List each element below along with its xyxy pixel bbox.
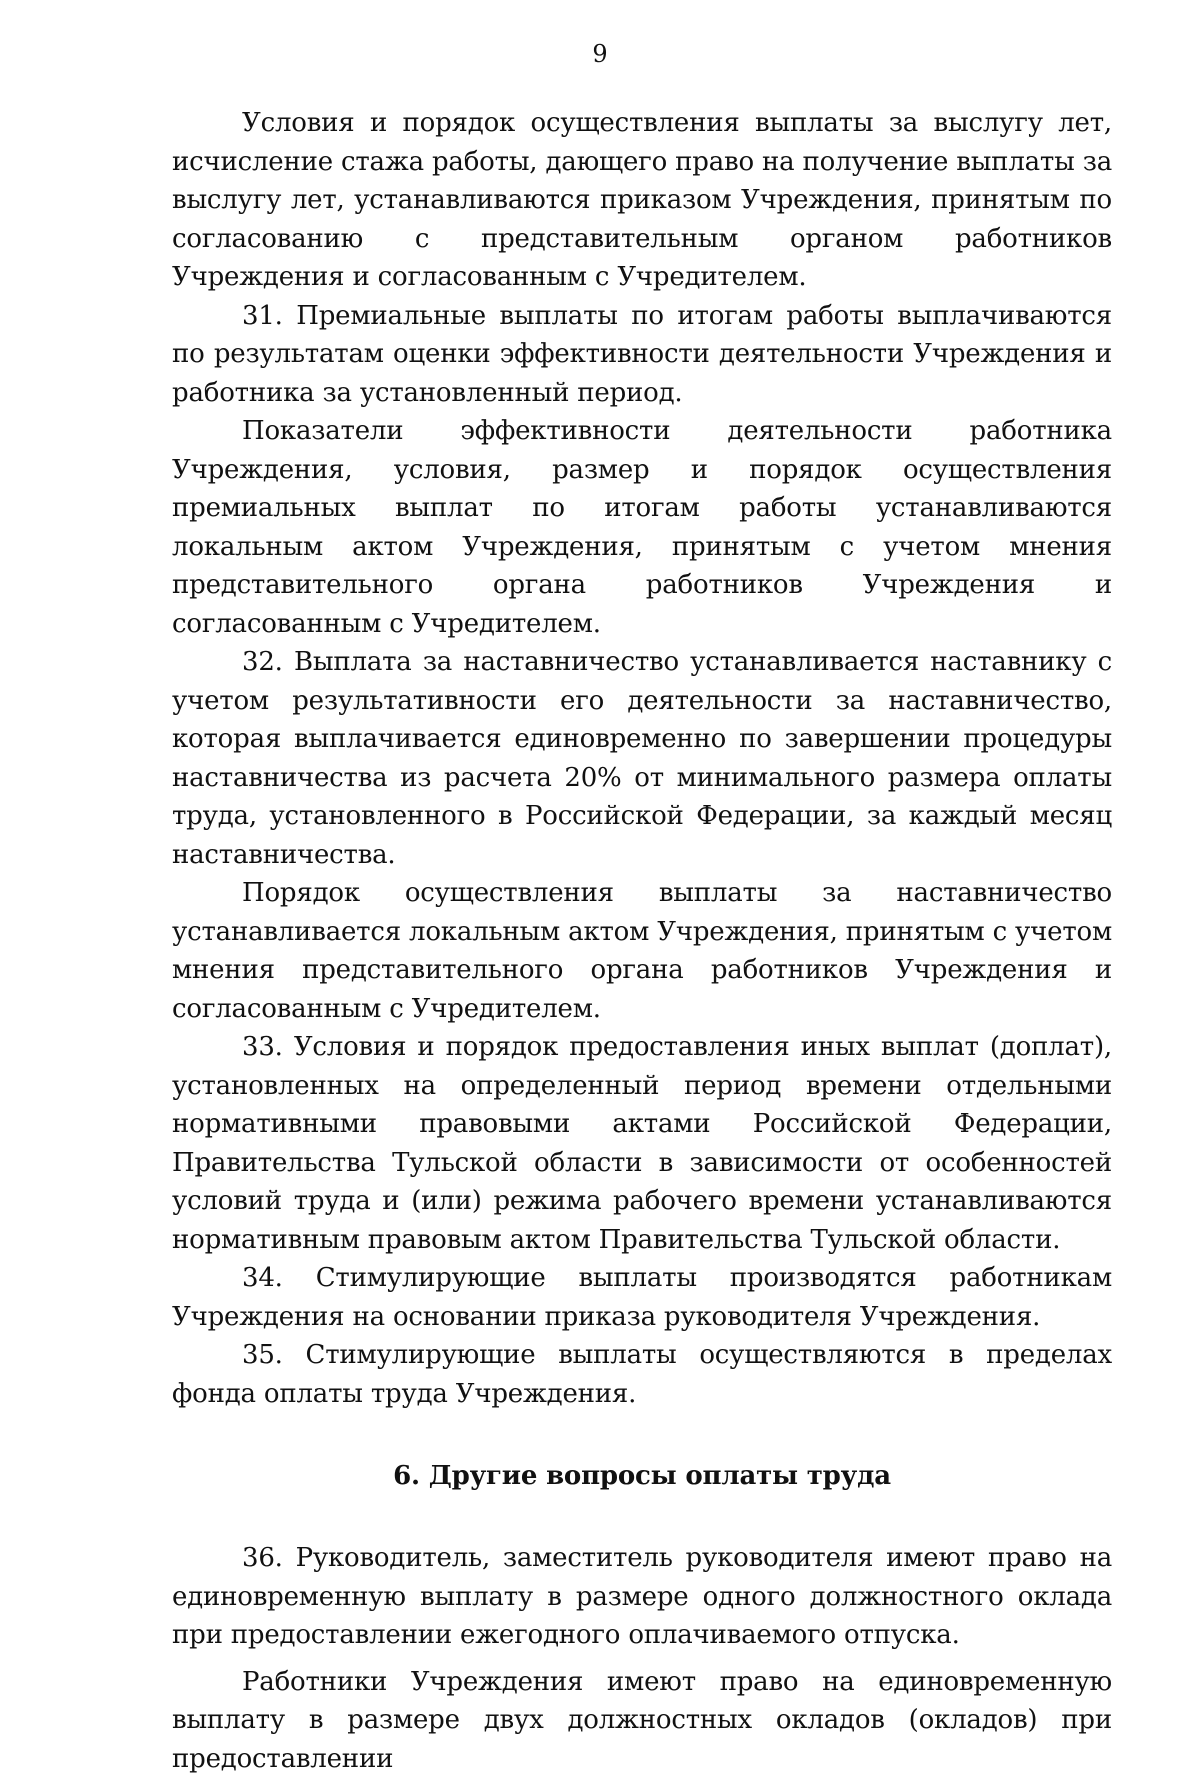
- paragraph-seniority-conditions: Условия и порядок осуществления выплаты за выслугу лет, исчисление стажа работы, дающего право на получение выплаты за выслугу лет, устанавливаются приказом Учреждения, принятым по согласованию с представительным органом работников Учреждения и согласованным с Учредителем.: [172, 104, 1112, 297]
- paragraph-32-mentoring-payment: 32. Выплата за наставничество устанавливается наставнику с учетом результативности его деятельности за наставничество, которая выплачивается единовременно по завершении процедуры наставничества из расчета 20% от минимального размера оплаты труда, установленного в Российской Федерации, за каждый месяц наставничества.: [172, 643, 1112, 874]
- paragraph-performance-indicators: Показатели эффективности деятельности работника Учреждения, условия, размер и порядок осуществления премиальных выплат по итогам работы устанавливаются локальным актом Учреждения, принятым с учетом мнения представительного органа работников Учреждения и согласованным с Учредителем.: [172, 412, 1112, 643]
- paragraph-mentoring-procedure: Порядок осуществления выплаты за наставничество устанавливается локальным актом Учреждения, принятым с учетом мнения представительного органа работников Учреждения и согласованным с Учредителем.: [172, 874, 1112, 1028]
- paragraph-lump-sum-employees: Работники Учреждения имеют право на единовременную выплату в размере двух должностных окладов (окладов) при предоставлении: [172, 1663, 1112, 1778]
- section-heading: 6. Другие вопросы оплаты труда: [172, 1457, 1112, 1495]
- paragraph-35-payroll-fund: 35. Стимулирующие выплаты осуществляются в пределах фонда оплаты труда Учреждения.: [172, 1336, 1112, 1413]
- paragraph-31-bonus-payments: 31. Премиальные выплаты по итогам работы выплачиваются по результатам оценки эффективности деятельности Учреждения и работника за установленный период.: [172, 297, 1112, 413]
- document-body: [172, 104, 1112, 1778]
- paragraph-36-lump-sum-manager: 36. Руководитель, заместитель руководителя имеют право на единовременную выплату в размере одного должностного оклада при предоставлении ежегодного оплачиваемого отпуска.: [172, 1539, 1112, 1655]
- paragraph-33-other-payments: 33. Условия и порядок предоставления иных выплат (доплат), установленных на определенный период времени отдельными нормативными правовыми актами Российской Федерации, Правительства Тульской области в зависимости от особенностей условий труда и (или) режима рабочего времени устанавливаются нормативным правовым актом Правительства Тульской области.: [172, 1028, 1112, 1259]
- page-number: 9: [0, 40, 1200, 68]
- paragraph-34-incentive-payments: 34. Стимулирующие выплаты производятся работникам Учреждения на основании приказа руководителя Учреждения.: [172, 1259, 1112, 1336]
